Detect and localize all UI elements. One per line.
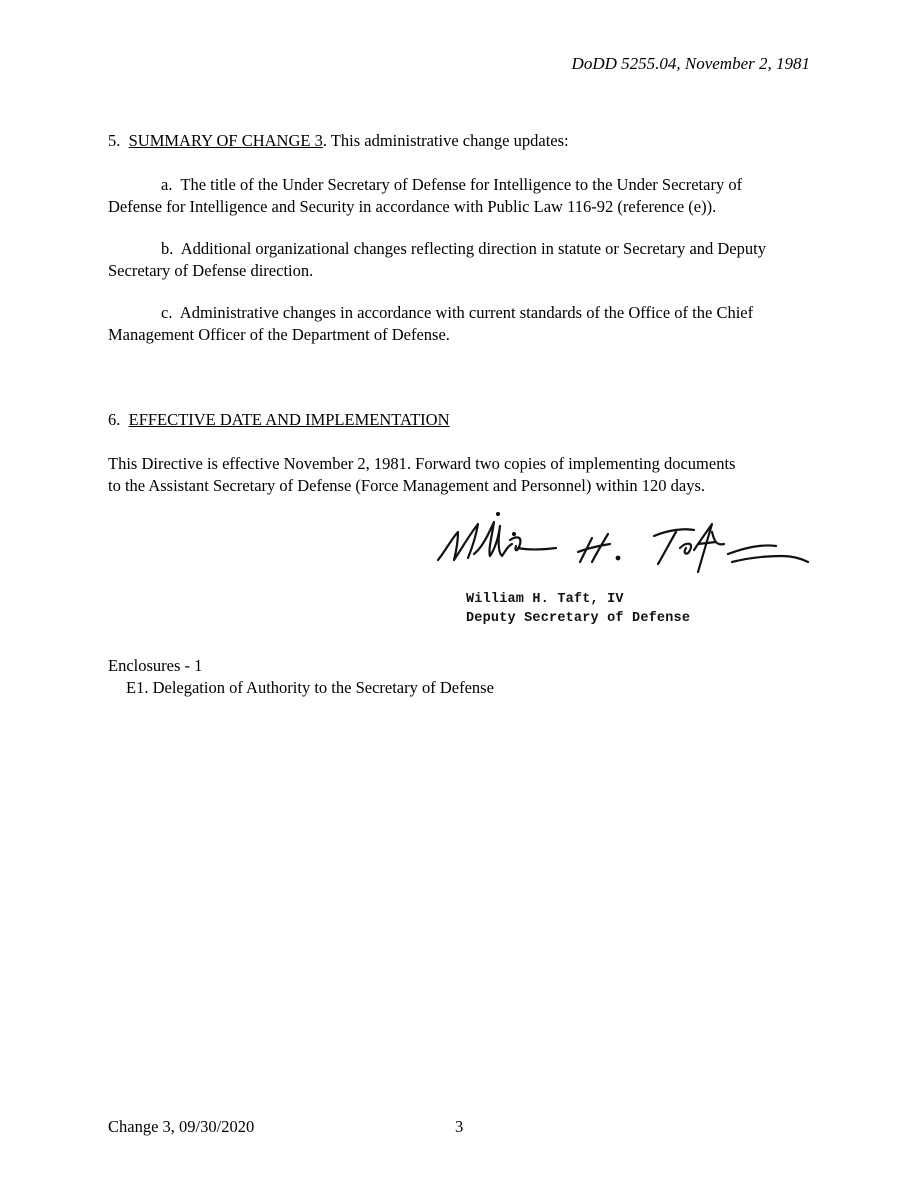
section-6-body xyxy=(108,453,808,497)
section-intro: . This administrative change updates: xyxy=(322,131,569,150)
item-text: Defense for Intelligence and Security in accordance with Public Law 116-92 (reference (e)). xyxy=(108,197,717,216)
section-number: 5. xyxy=(108,131,121,150)
enclosures xyxy=(108,655,808,699)
section-title: EFFECTIVE DATE AND IMPLEMENTATION xyxy=(128,410,450,429)
section-5-heading xyxy=(108,130,808,152)
signature-image xyxy=(432,510,812,582)
section-number: 6. xyxy=(108,410,121,429)
item-label: b. xyxy=(161,239,174,258)
signature-block xyxy=(466,590,690,628)
list-item xyxy=(108,238,808,282)
body-text: to the Assistant Secretary of Defense (Force Management and Personnel) within 120 days. xyxy=(108,476,706,495)
item-label: a. xyxy=(161,175,173,194)
list-item xyxy=(108,302,808,346)
section-title: SUMMARY OF CHANGE 3 xyxy=(128,131,323,150)
list-item xyxy=(108,174,808,218)
item-text: Secretary of Defense direction. xyxy=(108,261,314,280)
item-text: Management Officer of the Department of Defense. xyxy=(108,325,450,344)
item-text: Administrative changes in accordance with current standards of the Office of the Chief xyxy=(179,303,754,322)
page-number: 3 xyxy=(455,1117,464,1136)
section-6-heading xyxy=(108,409,808,431)
signer-name: William H. Taft, IV xyxy=(466,592,624,607)
item-text: The title of the Under Secretary of Defense for Intelligence to the Under Secretary of xyxy=(180,175,743,194)
enclosure-item: E1. Delegation of Authority to the Secretary of Defense xyxy=(126,678,494,697)
footer-change: Change 3, 09/30/2020 xyxy=(108,1117,255,1136)
item-label: c. xyxy=(161,303,173,322)
item-text: Additional organizational changes reflecting direction in statute or Secretary and Deputy xyxy=(180,239,766,258)
body-text: This Directive is effective November 2, 1981. Forward two copies of implementing documents xyxy=(108,454,736,473)
document-header: DoDD 5255.04, November 2, 1981 xyxy=(571,54,810,73)
enclosures-heading: Enclosures - 1 xyxy=(108,656,203,675)
signer-title: Deputy Secretary of Defense xyxy=(466,611,691,626)
